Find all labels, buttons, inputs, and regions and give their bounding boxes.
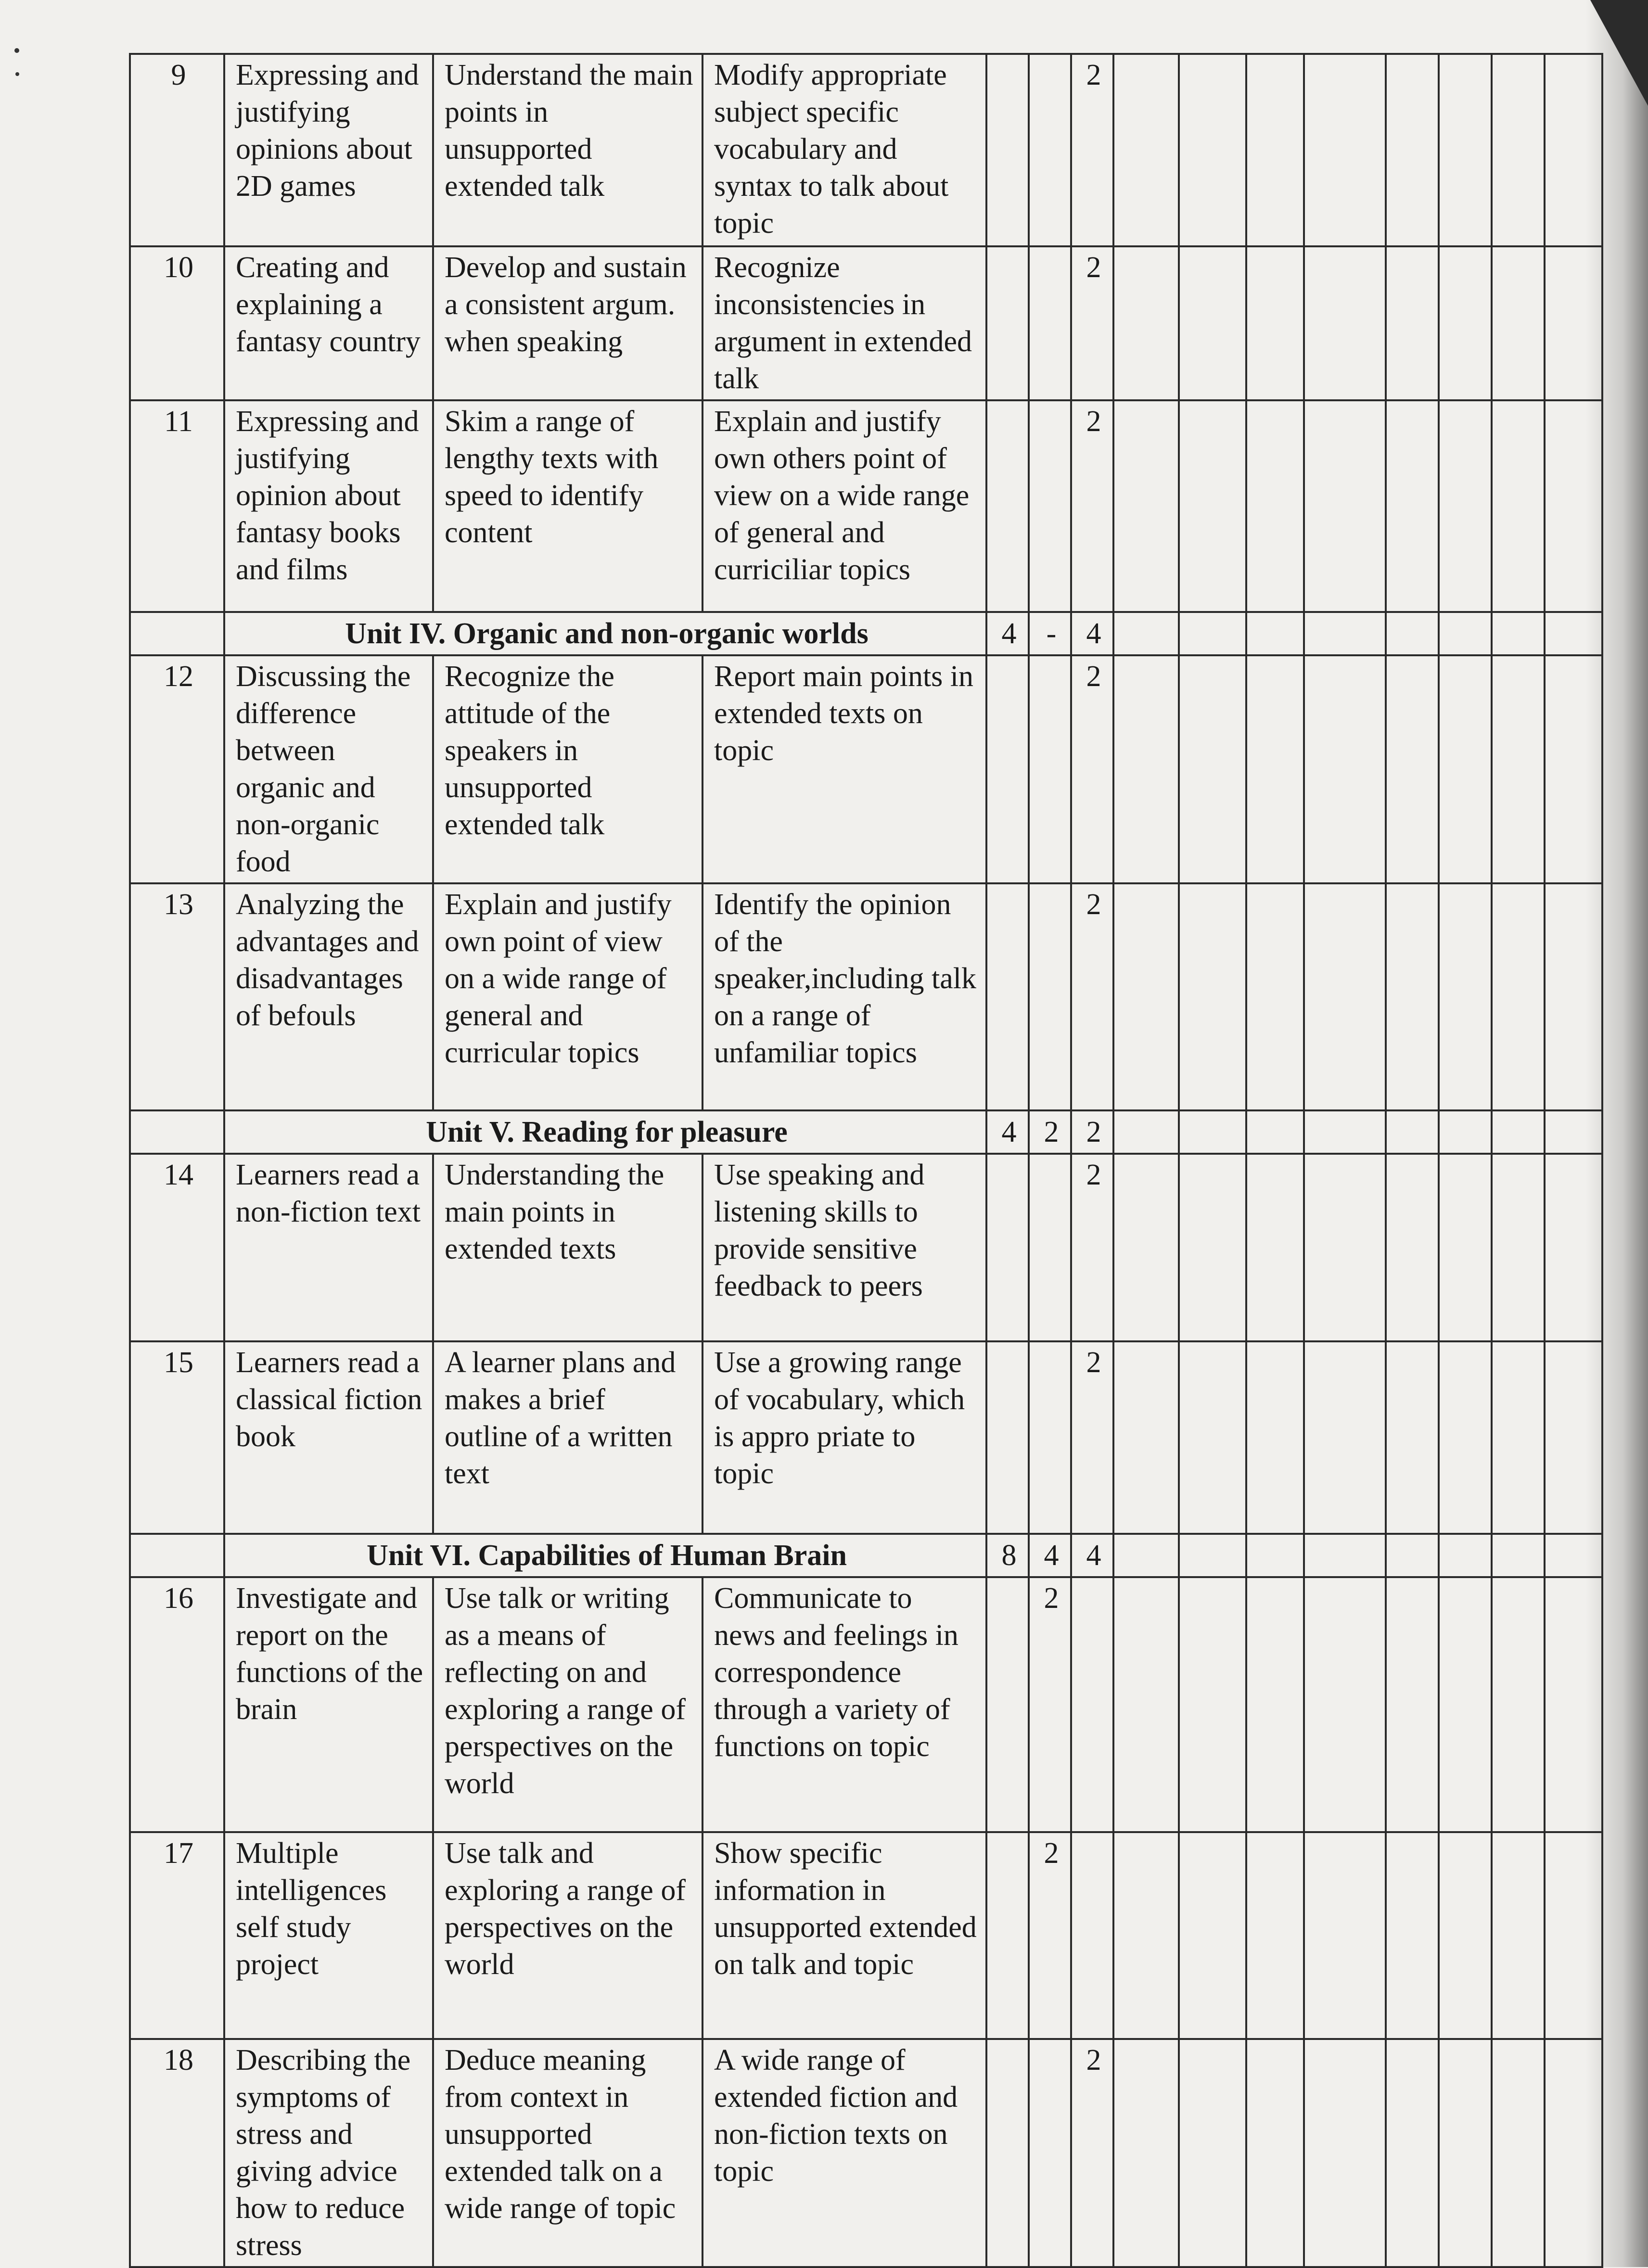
hours-total xyxy=(986,2039,1029,2267)
hours-col2 xyxy=(1029,2039,1071,2267)
cell-empty xyxy=(1386,1110,1439,1154)
unit-title: Unit V. Reading for pleasure xyxy=(224,1110,986,1154)
lesson-number: 12 xyxy=(130,655,224,883)
cell-empty xyxy=(1492,1341,1545,1534)
learning-objective: Communicate to news and feelings in correspondence through a variety of functions on topic xyxy=(703,1577,986,1832)
cell-empty xyxy=(1545,655,1602,883)
cell-empty xyxy=(1386,1577,1439,1832)
cell-empty xyxy=(1304,883,1386,1110)
hours-col3: 2 xyxy=(1071,1154,1113,1341)
cell-empty xyxy=(1439,2039,1492,2267)
hours-total xyxy=(986,1341,1029,1534)
learning-objective: Show specific information in unsupported extended on talk and topic xyxy=(703,1832,986,2039)
cell-empty xyxy=(1113,1110,1179,1154)
cell-empty xyxy=(1386,400,1439,612)
lesson-number: 17 xyxy=(130,1832,224,2039)
cell-empty xyxy=(1246,612,1304,655)
lesson-number: 14 xyxy=(130,1154,224,1341)
hours-total xyxy=(986,1577,1029,1832)
hours-col3 xyxy=(1071,1577,1113,1832)
cell-empty xyxy=(1545,246,1602,400)
hours-total xyxy=(986,400,1029,612)
learning-objective: Use a growing range of vocabulary, which is appro priate to topic xyxy=(703,1341,986,1534)
scan-speck xyxy=(15,72,19,76)
cell-empty xyxy=(1492,54,1545,246)
lesson-topic: Investigate and report on the functions of the brain xyxy=(224,1577,433,1832)
learning-objective: A wide range of extended fiction and non-fiction texts on topic xyxy=(703,2039,986,2267)
rows-group-unit4 xyxy=(130,655,1602,1110)
cell-empty xyxy=(1179,1577,1246,1832)
cell-empty xyxy=(1179,612,1246,655)
hours-col2 xyxy=(1029,246,1071,400)
learning-objective: Use speaking and listening skills to provide sensitive feedback to peers xyxy=(703,1154,986,1341)
cell-empty xyxy=(1304,1832,1386,2039)
learning-objective: A learner plans and makes a brief outline of a written text xyxy=(433,1341,703,1534)
rows-group-unit3 xyxy=(130,54,1602,612)
cell-empty xyxy=(1492,2039,1545,2267)
cell-empty xyxy=(1439,1832,1492,2039)
lesson-number: 9 xyxy=(130,54,224,246)
cell-empty xyxy=(1113,1534,1179,1577)
hours-col3: 2 xyxy=(1071,400,1113,612)
hours-total xyxy=(986,246,1029,400)
cell-empty xyxy=(1386,883,1439,1110)
lesson-number: 13 xyxy=(130,883,224,1110)
hours-col3: 2 xyxy=(1071,2039,1113,2267)
cell-empty xyxy=(1246,655,1304,883)
cell-empty xyxy=(1386,1341,1439,1534)
cell-empty xyxy=(1439,400,1492,612)
lesson-number: 11 xyxy=(130,400,224,612)
lesson-topic: Learners read a non-fiction text xyxy=(224,1154,433,1341)
cell-empty xyxy=(1113,246,1179,400)
table-row xyxy=(130,1341,1602,1534)
cell-empty xyxy=(1246,246,1304,400)
curriculum-plan-table xyxy=(129,53,1603,2268)
hours-total: 8 xyxy=(986,1534,1029,1577)
hours-col3: 2 xyxy=(1071,1341,1113,1534)
hours-col3: 2 xyxy=(1071,54,1113,246)
cell-empty xyxy=(1439,1577,1492,1832)
cell-empty xyxy=(1545,1341,1602,1534)
unit-header-5 xyxy=(130,1110,1602,1154)
cell-empty xyxy=(1113,2039,1179,2267)
cell-empty xyxy=(130,1534,224,1577)
cell-empty xyxy=(1492,1577,1545,1832)
cell-empty xyxy=(1439,246,1492,400)
lesson-topic: Describing the symptoms of stress and giving advice how to reduce stress xyxy=(224,2039,433,2267)
learning-objective: Recognize inconsistencies in argument in extended talk xyxy=(703,246,986,400)
hours-total xyxy=(986,54,1029,246)
cell-empty xyxy=(1439,883,1492,1110)
cell-empty xyxy=(1304,2039,1386,2267)
hours-col3: 4 xyxy=(1071,612,1113,655)
table-row xyxy=(130,883,1602,1110)
hours-col3: 4 xyxy=(1071,1534,1113,1577)
cell-empty xyxy=(1492,1154,1545,1341)
learning-objective: Use talk or writing as a means of reflecting on and exploring a range of perspectives on the world xyxy=(433,1577,703,1832)
cell-empty xyxy=(1439,1341,1492,1534)
cell-empty xyxy=(1246,1341,1304,1534)
hours-total: 4 xyxy=(986,1110,1029,1154)
rows-group-unit6 xyxy=(130,1577,1602,2267)
cell-empty xyxy=(1246,1577,1304,1832)
hours-total xyxy=(986,883,1029,1110)
cell-empty xyxy=(1179,246,1246,400)
table-row xyxy=(130,400,1602,612)
cell-empty xyxy=(1246,1154,1304,1341)
unit-header-6 xyxy=(130,1534,1602,1577)
hours-col2 xyxy=(1029,400,1071,612)
cell-empty xyxy=(1386,246,1439,400)
lesson-topic: Expressing and justifying opinions about 2D games xyxy=(224,54,433,246)
cell-empty xyxy=(1304,1341,1386,1534)
cell-empty xyxy=(1179,883,1246,1110)
cell-empty xyxy=(1179,1341,1246,1534)
cell-empty xyxy=(1113,54,1179,246)
cell-empty xyxy=(1246,883,1304,1110)
cell-empty xyxy=(1246,54,1304,246)
learning-objective: Explain and justify own point of view on a wide range of general and curricular topics xyxy=(433,883,703,1110)
cell-empty xyxy=(1545,1534,1602,1577)
cell-empty xyxy=(1386,1154,1439,1341)
hours-total xyxy=(986,1154,1029,1341)
cell-empty xyxy=(1179,1110,1246,1154)
cell-empty xyxy=(1246,1110,1304,1154)
cell-empty xyxy=(1179,2039,1246,2267)
learning-objective: Deduce meaning from context in unsupported extended talk on a wide range of topic xyxy=(433,2039,703,2267)
cell-empty xyxy=(1113,612,1179,655)
lesson-topic: Discussing the difference between organic and non-organic food xyxy=(224,655,433,883)
cell-empty xyxy=(1545,1110,1602,1154)
hours-col2 xyxy=(1029,655,1071,883)
cell-empty xyxy=(1545,1154,1602,1341)
cell-empty xyxy=(1545,1832,1602,2039)
learning-objective: Modify appropriate subject specific vocabulary and syntax to talk about topic xyxy=(703,54,986,246)
learning-objective: Report main points in extended texts on topic xyxy=(703,655,986,883)
lesson-number: 10 xyxy=(130,246,224,400)
cell-empty xyxy=(1492,883,1545,1110)
cell-empty xyxy=(1113,1832,1179,2039)
cell-empty xyxy=(1304,246,1386,400)
lesson-topic: Analyzing the advantages and disadvantages of befouls xyxy=(224,883,433,1110)
cell-empty xyxy=(1492,246,1545,400)
hours-total: 4 xyxy=(986,612,1029,655)
hours-col3 xyxy=(1071,1832,1113,2039)
table-row xyxy=(130,1154,1602,1341)
hours-col3: 2 xyxy=(1071,1110,1113,1154)
cell-empty xyxy=(1439,1154,1492,1341)
cell-empty xyxy=(1386,612,1439,655)
cell-empty xyxy=(1179,1534,1246,1577)
cell-empty xyxy=(1545,54,1602,246)
cell-empty xyxy=(130,1110,224,1154)
cell-empty xyxy=(1246,1534,1304,1577)
learning-objective: Understand the main points in unsupported extended talk xyxy=(433,54,703,246)
cell-empty xyxy=(1113,400,1179,612)
cell-empty xyxy=(1439,54,1492,246)
hours-col2: 4 xyxy=(1029,1534,1071,1577)
cell-empty xyxy=(1492,1534,1545,1577)
scan-speck xyxy=(14,48,19,53)
hours-col2: 2 xyxy=(1029,1832,1071,2039)
cell-empty xyxy=(1246,400,1304,612)
cell-empty xyxy=(1304,655,1386,883)
cell-empty xyxy=(1545,1577,1602,1832)
lesson-topic: Multiple intelligences self study project xyxy=(224,1832,433,2039)
hours-col2 xyxy=(1029,883,1071,1110)
cell-empty xyxy=(1386,655,1439,883)
unit-title: Unit VI. Capabilities of Human Brain xyxy=(224,1534,986,1577)
cell-empty xyxy=(1304,1534,1386,1577)
learning-objective: Use talk and exploring a range of perspectives on the world xyxy=(433,1832,703,2039)
hours-col3: 2 xyxy=(1071,246,1113,400)
table-row xyxy=(130,655,1602,883)
cell-empty xyxy=(1304,1154,1386,1341)
cell-empty xyxy=(1179,1154,1246,1341)
learning-objective: Skim a range of lengthy texts with speed to identify content xyxy=(433,400,703,612)
cell-empty xyxy=(1386,2039,1439,2267)
hours-col2: - xyxy=(1029,612,1071,655)
table-row xyxy=(130,1577,1602,1832)
hours-total xyxy=(986,655,1029,883)
cell-empty xyxy=(130,612,224,655)
cell-empty xyxy=(1179,400,1246,612)
hours-col2 xyxy=(1029,54,1071,246)
table-row xyxy=(130,1832,1602,2039)
hours-col2 xyxy=(1029,1341,1071,1534)
hours-col3: 2 xyxy=(1071,655,1113,883)
cell-empty xyxy=(1439,655,1492,883)
cell-empty xyxy=(1304,1577,1386,1832)
cell-empty xyxy=(1113,655,1179,883)
learning-objective: Understanding the main points in extended texts xyxy=(433,1154,703,1341)
table-row xyxy=(130,2039,1602,2267)
cell-empty xyxy=(1113,1341,1179,1534)
learning-objective: Explain and justify own others point of view on a wide range of general and curriciliar topics xyxy=(703,400,986,612)
cell-empty xyxy=(1492,612,1545,655)
cell-empty xyxy=(1545,612,1602,655)
cell-empty xyxy=(1386,1832,1439,2039)
hours-col2: 2 xyxy=(1029,1110,1071,1154)
cell-empty xyxy=(1439,1110,1492,1154)
cell-empty xyxy=(1386,54,1439,246)
hours-total xyxy=(986,1832,1029,2039)
lesson-topic: Creating and explaining a fantasy country xyxy=(224,246,433,400)
cell-empty xyxy=(1113,1577,1179,1832)
unit-title: Unit IV. Organic and non-organic worlds xyxy=(224,612,986,655)
cell-empty xyxy=(1439,1534,1492,1577)
table-row xyxy=(130,246,1602,400)
cell-empty xyxy=(1439,612,1492,655)
unit-header-4 xyxy=(130,612,1602,655)
cell-empty xyxy=(1545,2039,1602,2267)
cell-empty xyxy=(1492,1110,1545,1154)
cell-empty xyxy=(1304,1110,1386,1154)
cell-empty xyxy=(1113,1154,1179,1341)
table-row xyxy=(130,54,1602,246)
cell-empty xyxy=(1492,655,1545,883)
hours-col2: 2 xyxy=(1029,1577,1071,1832)
lesson-number: 16 xyxy=(130,1577,224,1832)
hours-col2 xyxy=(1029,1154,1071,1341)
cell-empty xyxy=(1304,54,1386,246)
hours-col3: 2 xyxy=(1071,883,1113,1110)
lesson-number: 15 xyxy=(130,1341,224,1534)
cell-empty xyxy=(1545,883,1602,1110)
rows-group-unit5 xyxy=(130,1154,1602,1534)
learning-objective: Identify the opinion of the speaker,including talk on a range of unfamiliar topics xyxy=(703,883,986,1110)
cell-empty xyxy=(1545,400,1602,612)
lesson-topic: Learners read a classical fiction book xyxy=(224,1341,433,1534)
cell-empty xyxy=(1304,400,1386,612)
cell-empty xyxy=(1492,1832,1545,2039)
cell-empty xyxy=(1492,400,1545,612)
cell-empty xyxy=(1179,54,1246,246)
cell-empty xyxy=(1386,1534,1439,1577)
cell-empty xyxy=(1179,655,1246,883)
lesson-topic: Expressing and justifying opinion about fantasy books and films xyxy=(224,400,433,612)
cell-empty xyxy=(1246,2039,1304,2267)
cell-empty xyxy=(1113,883,1179,1110)
cell-empty xyxy=(1246,1832,1304,2039)
learning-objective: Recognize the attitude of the speakers in unsupported extended talk xyxy=(433,655,703,883)
cell-empty xyxy=(1179,1832,1246,2039)
learning-objective: Develop and sustain a consistent argum. when speaking xyxy=(433,246,703,400)
cell-empty xyxy=(1304,612,1386,655)
lesson-number: 18 xyxy=(130,2039,224,2267)
